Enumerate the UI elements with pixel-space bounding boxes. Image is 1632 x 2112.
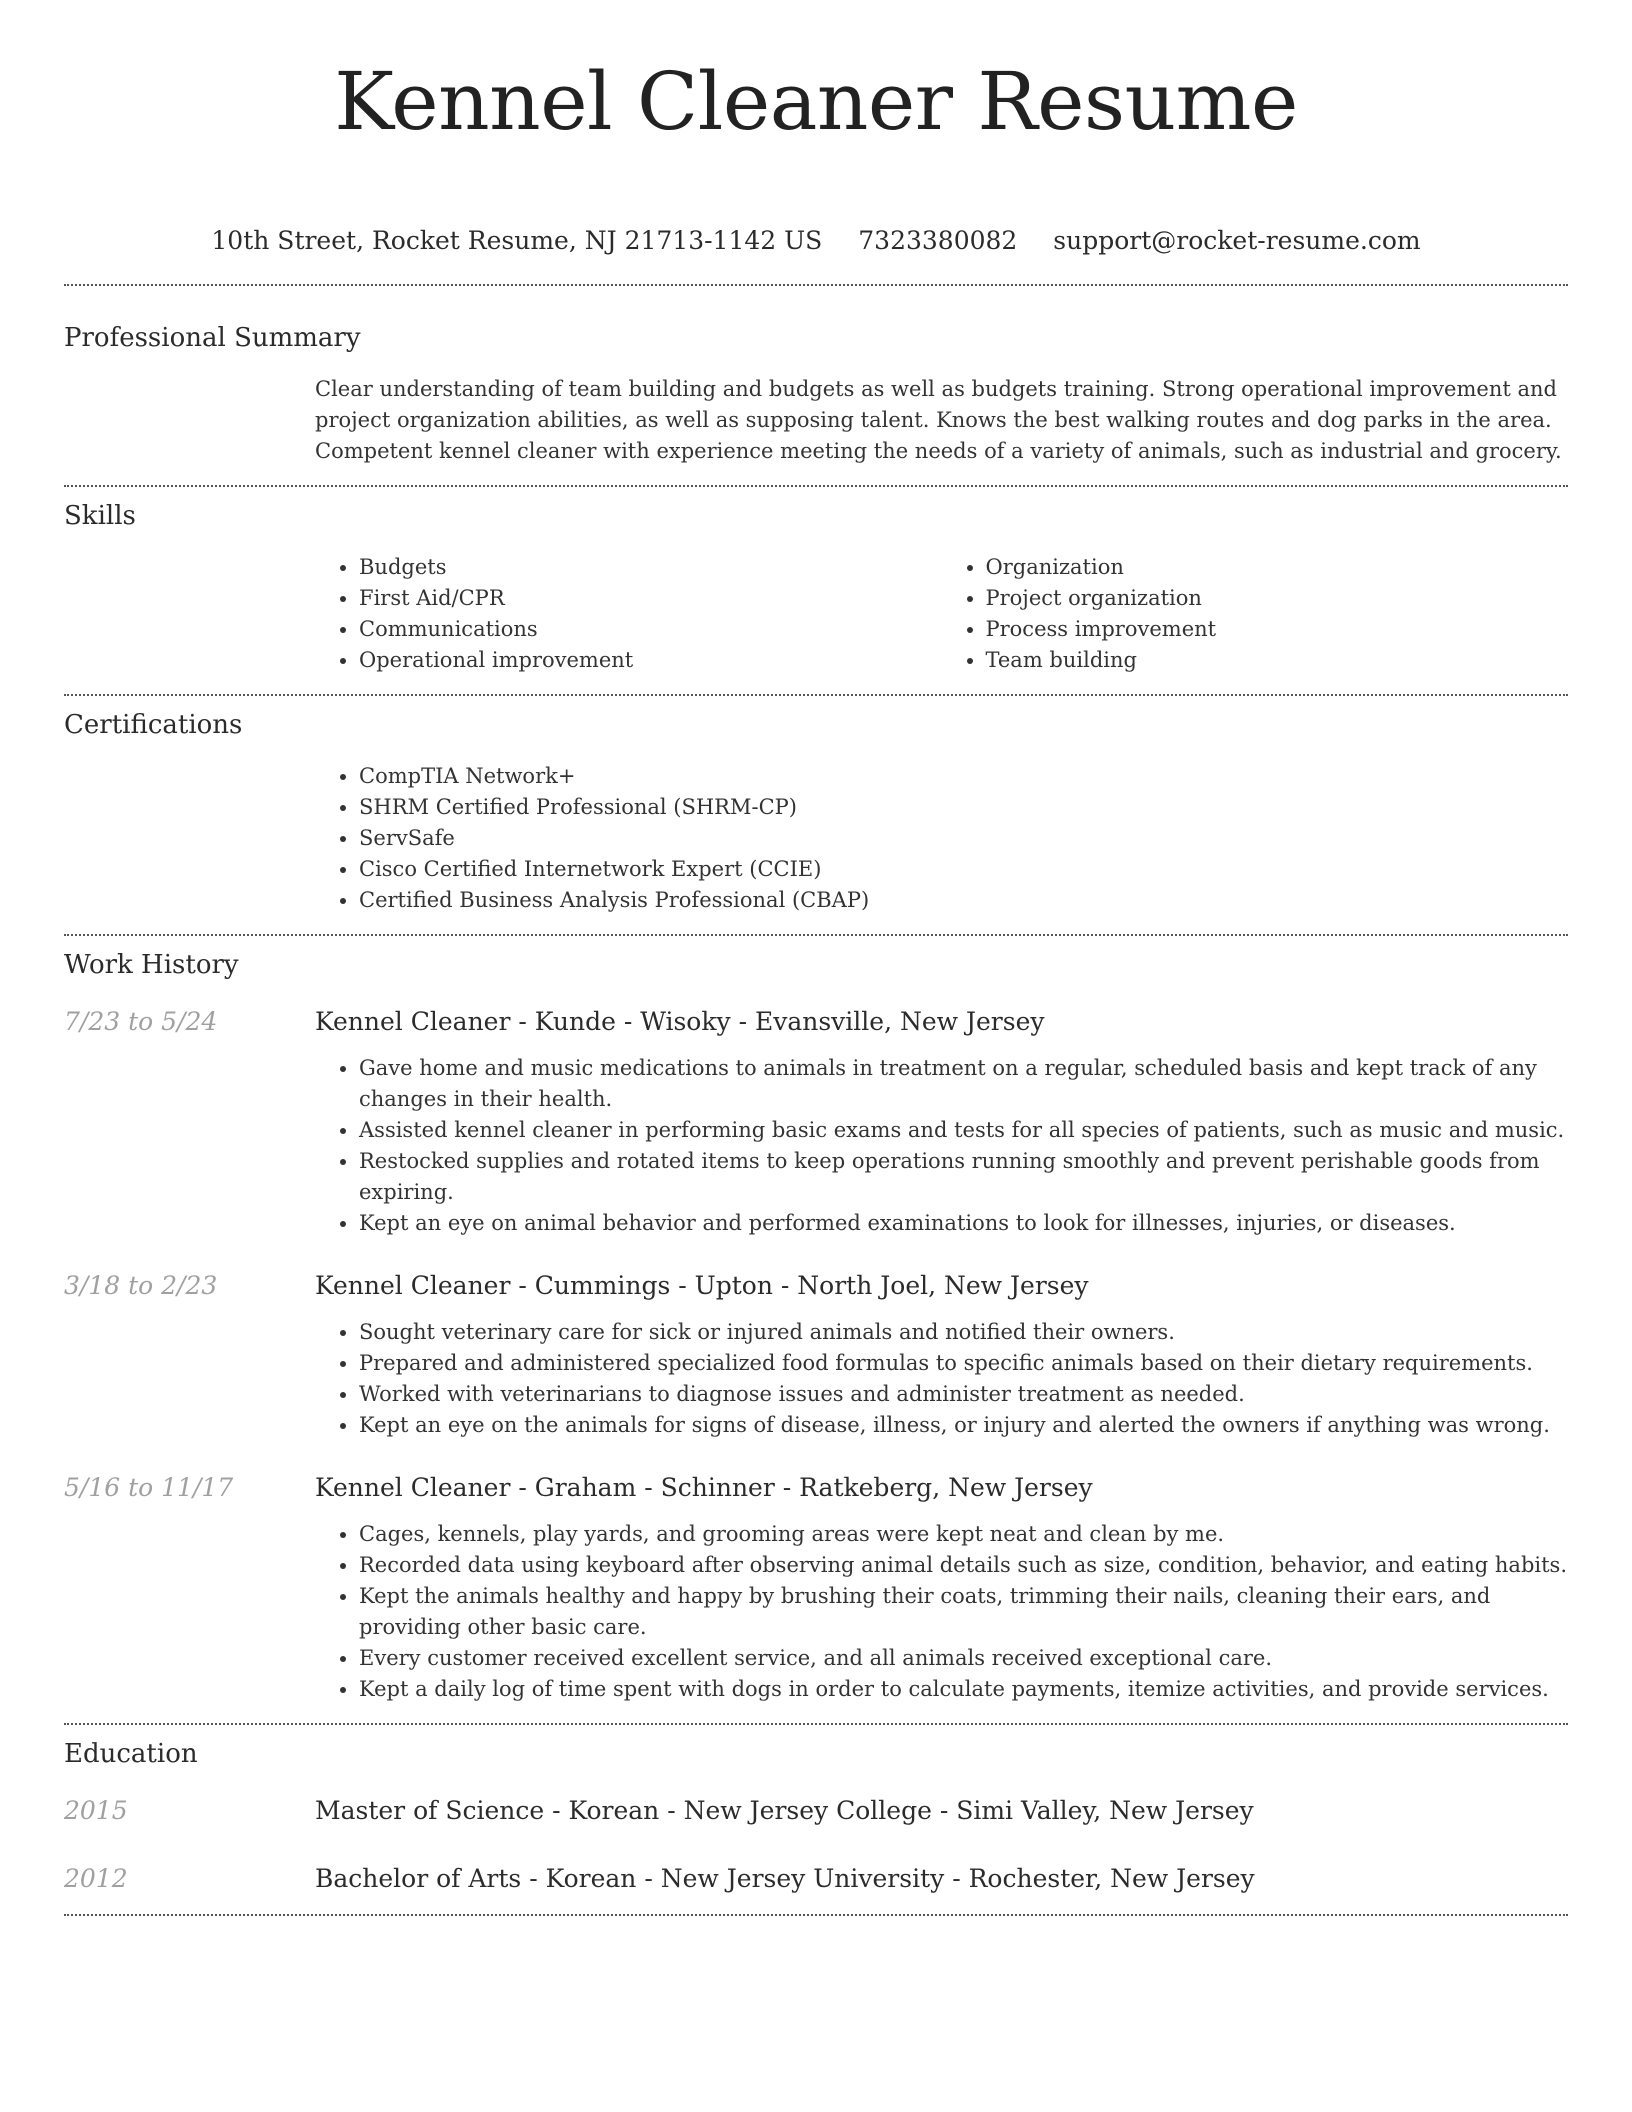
certifications-list — [315, 761, 1568, 916]
list-item: • Prepared and administered specialized food formulas to specific animals based on their dietary requirements. — [359, 1348, 1568, 1379]
list-item: • Cisco Certified Internetwork Expert (CCIE) — [359, 854, 1568, 885]
job-entry — [64, 1005, 1568, 1239]
list-item: • First Aid/CPR — [359, 583, 942, 614]
list-item: • Kept the animals healthy and happy by brushing their coats, trimming their nails, cleaning their ears, and providing other basic care. — [359, 1581, 1568, 1643]
list-item: • Sought veterinary care for sick or injured animals and notified their owners. — [359, 1317, 1568, 1348]
job-header — [64, 1269, 1568, 1303]
job-dates: 3/18 to 2/23 — [64, 1271, 218, 1300]
skills-list — [315, 552, 1568, 676]
contact-email: support@rocket-resume.com — [1053, 226, 1421, 255]
contact-phone: 7323380082 — [858, 226, 1018, 255]
education-entry — [64, 1862, 1568, 1896]
certifications-content — [315, 761, 1568, 916]
list-item: • Certified Business Analysis Professional (CBAP) — [359, 885, 1568, 916]
education-year: 2015 — [64, 1796, 128, 1825]
list-item: • Gave home and music medications to animals in treatment on a regular, scheduled basis and kept track of any changes in their health. — [359, 1053, 1568, 1115]
list-item: • Kept an eye on the animals for signs of disease, illness, or injury and alerted the owners if anything was wrong. — [359, 1410, 1568, 1441]
list-item: • Budgets — [359, 552, 942, 583]
job-bullets — [315, 1053, 1568, 1239]
education-title: Master of Science - Korean - New Jersey College - Simi Valley, New Jersey — [315, 1796, 1254, 1825]
job-entry — [64, 1471, 1568, 1705]
section-heading: Education — [64, 1739, 198, 1769]
job-header — [64, 1471, 1568, 1505]
work-section — [64, 936, 1568, 1705]
divider — [64, 1914, 1568, 1916]
contact-line — [64, 224, 1568, 258]
contact-address: 10th Street, Rocket Resume, NJ 21713-1142 US — [211, 226, 823, 255]
list-item: • CompTIA Network+ — [359, 761, 1568, 792]
list-item: • Every customer received excellent service, and all animals received exceptional care. — [359, 1643, 1568, 1674]
job-title: Kennel Cleaner - Kunde - Wisoky - Evansville, New Jersey — [315, 1007, 1045, 1036]
skills-section — [64, 487, 1568, 676]
list-item: • Assisted kennel cleaner in performing basic exams and tests for all species of patients, such as music and music. — [359, 1115, 1568, 1146]
certifications-section — [64, 696, 1568, 916]
education-title: Bachelor of Arts - Korean - New Jersey University - Rochester, New Jersey — [315, 1864, 1255, 1893]
section-heading: Certifications — [64, 710, 243, 740]
summary-content — [315, 374, 1568, 467]
list-item: • Operational improvement — [359, 645, 942, 676]
skills-column-right — [942, 552, 1569, 676]
job-dates: 7/23 to 5/24 — [64, 1007, 218, 1036]
summary-section — [64, 286, 1568, 467]
list-item: • Kept a daily log of time spent with dogs in order to calculate payments, itemize activities, and provide services. — [359, 1674, 1568, 1705]
summary-text: Clear understanding of team building and budgets as well as budgets training. Strong operational improvement and project organization abilities, as well as supposing talent. Knows the best walking routes and dog parks in the area. Competent kennel cleaner with experience meeting the needs of a variety of animals, such as industrial and grocery. — [315, 377, 1562, 463]
section-heading: Professional Summary — [64, 323, 361, 353]
list-item: • Organization — [986, 552, 1569, 583]
education-entry — [64, 1794, 1568, 1828]
list-item: • Cages, kennels, play yards, and grooming areas were kept neat and clean by me. — [359, 1519, 1568, 1550]
list-item: • Communications — [359, 614, 942, 645]
list-item: • Restocked supplies and rotated items to keep operations running smoothly and prevent perishable goods from expiring. — [359, 1146, 1568, 1208]
list-item: • ServSafe — [359, 823, 1568, 854]
skills-column-left — [315, 552, 942, 676]
job-header — [64, 1005, 1568, 1039]
list-item: • Project organization — [986, 583, 1569, 614]
job-title: Kennel Cleaner - Graham - Schinner - Ratkeberg, New Jersey — [315, 1473, 1093, 1502]
list-item: • Kept an eye on animal behavior and performed examinations to look for illnesses, injuries, or diseases. — [359, 1208, 1568, 1239]
list-item: • Recorded data using keyboard after observing animal details such as size, condition, behavior, and eating habits. — [359, 1550, 1568, 1581]
education-section — [64, 1725, 1568, 1896]
list-item: • SHRM Certified Professional (SHRM-CP) — [359, 792, 1568, 823]
job-dates: 5/16 to 11/17 — [64, 1473, 234, 1502]
education-year: 2012 — [64, 1864, 128, 1893]
list-item: • Worked with veterinarians to diagnose issues and administer treatment as needed. — [359, 1379, 1568, 1410]
page-title: Kennel Cleaner Resume — [334, 55, 1298, 148]
section-heading: Skills — [64, 501, 136, 531]
section-heading: Work History — [64, 950, 239, 980]
job-title: Kennel Cleaner - Cummings - Upton - North Joel, New Jersey — [315, 1271, 1089, 1300]
list-item: • Team building — [986, 645, 1569, 676]
job-bullets — [315, 1317, 1568, 1441]
job-entry — [64, 1269, 1568, 1441]
job-bullets — [315, 1519, 1568, 1705]
list-item: • Process improvement — [986, 614, 1569, 645]
